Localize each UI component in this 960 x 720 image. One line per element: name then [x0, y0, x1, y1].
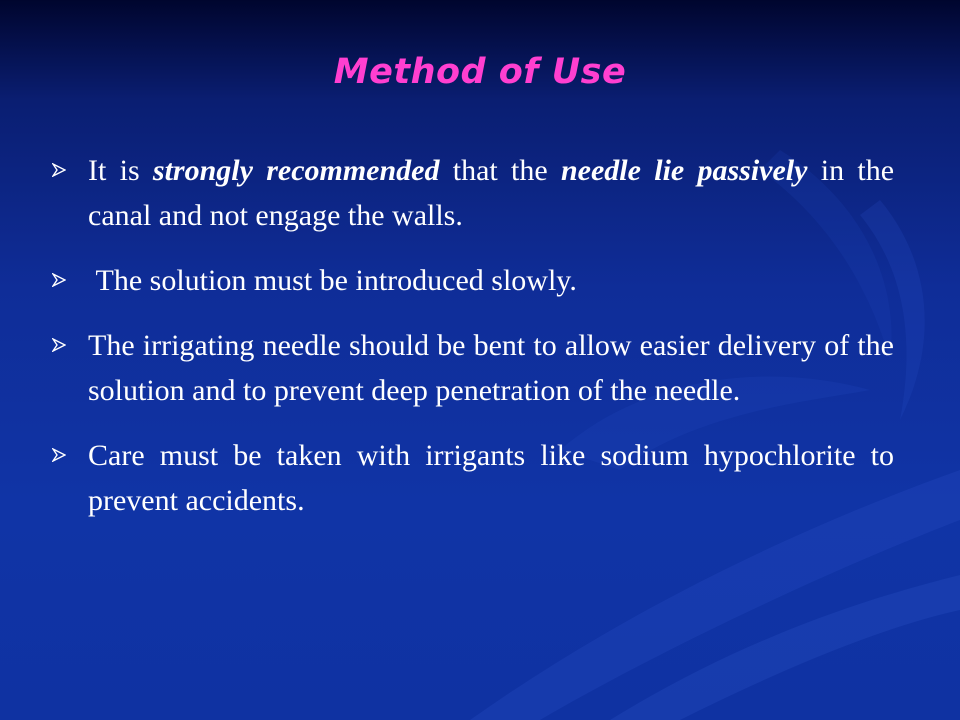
arrowhead-bullet-icon — [52, 448, 66, 462]
bullet-text-segment: The solution must be introduced slowly. — [88, 264, 577, 297]
bullet-text-segment: that the — [439, 154, 561, 187]
emphasis-text: needle lie passively — [560, 154, 808, 187]
bullet-text-segment: in the canal and not engage the walls. — [88, 154, 895, 232]
arrowhead-bullet-icon — [52, 273, 66, 287]
bullet-text — [88, 264, 577, 297]
bullet-text-segment: Care must be taken with irrigants like sodium hypochlorite to prevent accidents. — [88, 439, 894, 517]
arrowhead-bullet-icon — [52, 338, 66, 352]
bullet-text-segment: It is — [88, 154, 153, 187]
arrowhead-bullet-icon — [52, 163, 66, 177]
slide-title: Method of Use — [333, 52, 627, 92]
bullet-text — [88, 154, 894, 232]
bullet-item — [52, 433, 894, 523]
bullet-text — [88, 329, 894, 407]
bullet-item — [52, 258, 894, 303]
bullet-item — [52, 323, 894, 413]
bullet-text — [88, 439, 894, 517]
bullet-list — [52, 148, 894, 543]
emphasis-text: strongly recommended — [152, 154, 440, 187]
bullet-text-segment: The irrigating needle should be bent to allow easier delivery of the solution and to prevent deep penetration of the needle. — [88, 329, 894, 407]
bullet-item — [52, 148, 894, 238]
